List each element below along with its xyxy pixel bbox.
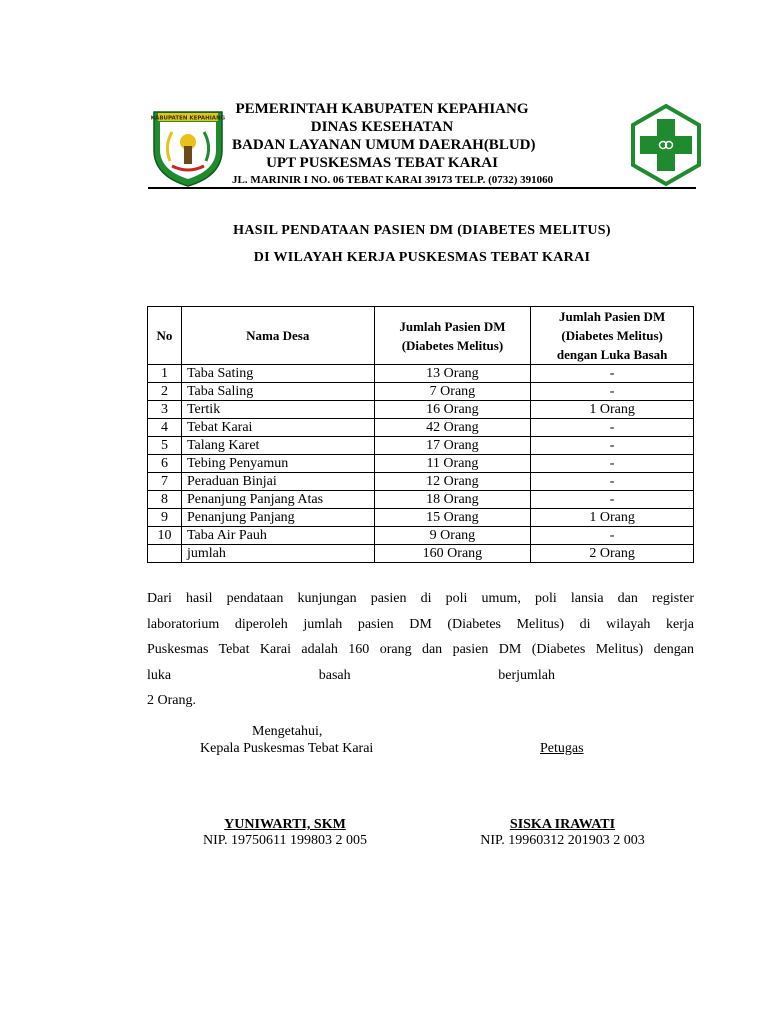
puskesmas-logo: [630, 103, 702, 187]
row-wound: 1 Orang: [531, 509, 694, 527]
head-nip: NIP. 19750611 199803 2 005: [203, 833, 367, 848]
header-wound-line-3: dengan Luka Basah: [556, 347, 668, 362]
row-patients: 17 Orang: [374, 437, 531, 455]
table-row: [148, 491, 694, 509]
table-row: [148, 401, 694, 419]
row-wound: -: [531, 491, 694, 509]
officer-nip: NIP. 19960312 201903 2 003: [480, 833, 645, 848]
row-wound: -: [531, 419, 694, 437]
header-patients-line-1: Jumlah Pasien DM: [399, 318, 506, 334]
row-patients: 15 Orang: [374, 509, 531, 527]
officer-title: Petugas: [540, 741, 584, 756]
row-village: Taba Saling: [181, 383, 374, 401]
row-wound: -: [531, 527, 694, 545]
header-village: Nama Desa: [181, 307, 374, 365]
table-total-row: [148, 545, 694, 563]
letterhead-office: DINAS KESEHATAN: [310, 119, 454, 135]
total-wound: 2 Orang: [531, 545, 694, 563]
head-title: Kepala Puskesmas Tebat Karai: [200, 741, 374, 756]
row-wound: -: [531, 437, 694, 455]
document-title: [148, 223, 696, 266]
summary-paragraph: [147, 586, 694, 714]
total-no: [148, 545, 182, 563]
row-patients: 42 Orang: [374, 419, 531, 437]
table-row: [148, 527, 694, 545]
letterhead: [232, 100, 554, 187]
row-village: Talang Karet: [181, 437, 374, 455]
row-village: Tebing Penyamun: [181, 455, 374, 473]
row-no: 8: [148, 491, 182, 509]
row-patients: 18 Orang: [374, 491, 531, 509]
table-row: [148, 509, 694, 527]
row-no: 10: [148, 527, 182, 545]
table-row: [148, 437, 694, 455]
letterhead-address: JL. MARINIR I NO. 06 TEBAT KARAI 39173 TELP. (0732) 391060: [232, 174, 554, 186]
paragraph-line-1: Dari hasil pendataan kunjungan pasien di poli umum, poli lansia dan register: [147, 591, 694, 606]
row-village: Penanjung Panjang Atas: [181, 491, 374, 509]
row-village: Penanjung Panjang: [181, 509, 374, 527]
row-no: 5: [148, 437, 182, 455]
row-wound: -: [531, 365, 694, 383]
table-row: [148, 455, 694, 473]
paragraph-line-2: laboratorium diperoleh jumlah pasien DM (Diabetes Melitus) di wilayah kerja: [147, 616, 694, 632]
row-no: 3: [148, 401, 182, 419]
letterhead-puskesmas: UPT PUSKESMAS TEBAT KARAI: [266, 155, 498, 171]
row-patients: 12 Orang: [374, 473, 531, 491]
data-table-wrapper: [147, 306, 694, 563]
row-no: 2: [148, 383, 182, 401]
row-village: Tertik: [181, 401, 374, 419]
header-wound-line-2: (Diabetes Melitus): [561, 328, 663, 343]
row-wound: 1 Orang: [531, 401, 694, 419]
row-wound: -: [531, 473, 694, 491]
acknowledged-label: Mengetahui,: [252, 724, 323, 739]
row-village: Tebat Karai: [181, 419, 374, 437]
header-patients-line-2: (Diabetes Melitus): [401, 337, 504, 353]
paragraph-line-4: luka basah berjumlah: [147, 667, 555, 683]
row-wound: -: [531, 383, 694, 401]
header-patients: [374, 307, 531, 365]
row-no: 4: [148, 419, 182, 437]
paragraph-line-5: 2 Orang.: [147, 693, 196, 708]
total-label: jumlah: [181, 545, 374, 563]
row-village: Peraduan Binjai: [181, 473, 374, 491]
table-row: [148, 473, 694, 491]
title-line-2: DI WILAYAH KERJA PUSKESMAS TEBAT KARAI: [253, 250, 591, 265]
row-wound: -: [531, 455, 694, 473]
row-patients: 16 Orang: [374, 401, 531, 419]
row-no: 7: [148, 473, 182, 491]
data-table: [147, 306, 694, 563]
total-patients: 160 Orang: [374, 545, 531, 563]
kabupaten-kepahiang-logo: [150, 106, 226, 188]
head-name: YUNIWARTI, SKM: [224, 817, 346, 832]
table-row: [148, 419, 694, 437]
row-patients: 11 Orang: [374, 455, 531, 473]
row-village: Taba Sating: [181, 365, 374, 383]
table-row: [148, 365, 694, 383]
header-wound: [531, 307, 694, 365]
row-patients: 9 Orang: [374, 527, 531, 545]
letterhead-government: PEMERINTAH KABUPATEN KEPAHIANG: [235, 101, 529, 117]
row-patients: 7 Orang: [374, 383, 531, 401]
row-patients: 13 Orang: [374, 365, 531, 383]
letterhead-divider: [148, 187, 696, 189]
paragraph-line-3: Puskesmas Tebat Karai adalah 160 orang dan pasien DM (Diabetes Melitus) dengan: [147, 642, 694, 657]
row-no: 1: [148, 365, 182, 383]
officer-name: SISKA IRAWATI: [509, 817, 616, 832]
svg-text:KABUPATEN KEPAHIANG: KABUPATEN KEPAHIANG: [150, 115, 226, 122]
title-line-1: HASIL PENDATAAN PASIEN DM (DIABETES MELITUS): [233, 223, 611, 238]
letterhead-agency: BADAN LAYANAN UMUM DAERAH(BLUD): [232, 137, 536, 153]
row-no: 9: [148, 509, 182, 527]
table-row: [148, 383, 694, 401]
table-header-row: [148, 307, 694, 365]
header-wound-line-1: Jumlah Pasien DM: [559, 309, 666, 324]
row-no: 6: [148, 455, 182, 473]
header-no: No: [148, 307, 182, 365]
row-village: Taba Air Pauh: [181, 527, 374, 545]
